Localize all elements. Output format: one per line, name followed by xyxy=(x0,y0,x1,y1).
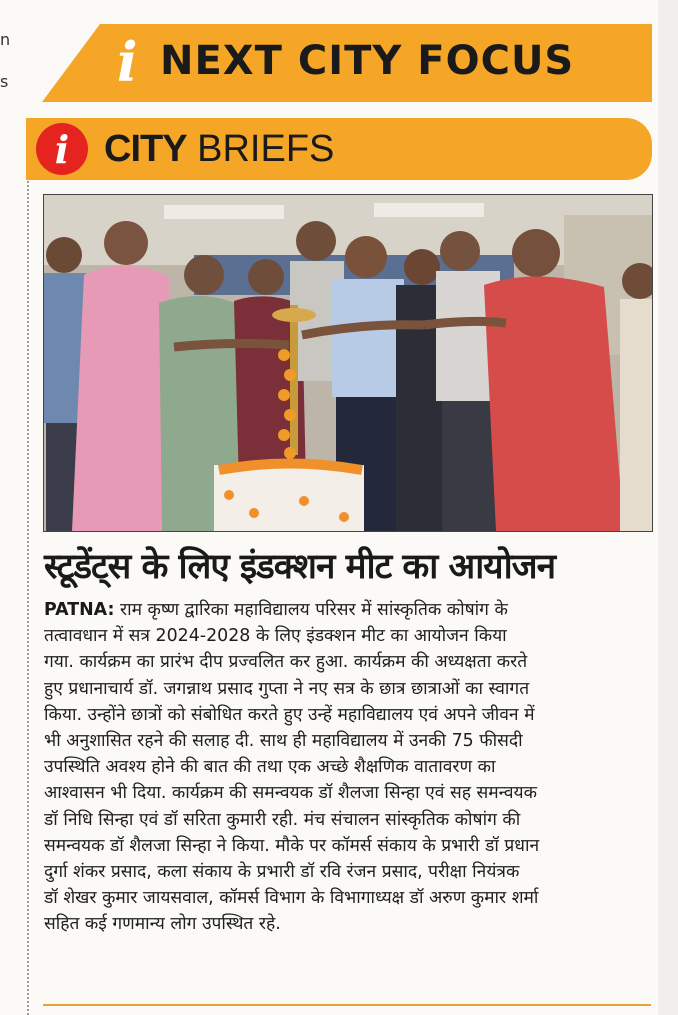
article-line: दुर्गा शंकर प्रसाद, कला संकाय के प्रभारी डॉ रवि रंजन प्रसाद, परीक्षा नियंत्रक xyxy=(44,862,520,883)
article-line: हुए प्रधानाचार्य डॉ. जगन्नाथ प्रसाद गुप्ता ने नए सत्र के छात्र छात्राओं का स्वागत xyxy=(44,678,530,699)
section-title xyxy=(104,128,334,171)
section-banner xyxy=(42,24,652,102)
article-line: आश्वासन भी दिया. कार्यक्रम की समन्वयक डॉ शैलजा सिन्हा एवं सह समन्वयक xyxy=(44,783,537,804)
article-body xyxy=(44,597,656,938)
article-line: भी अनुशासित रहने की सलाह दी. साथ ही महाविद्यालय में उनकी 75 फीसदी xyxy=(44,731,523,752)
article-line: गया. कार्यक्रम का प्रारंभ दीप प्रज्वलित कर हुआ. कार्यक्रम की अध्यक्षता करते xyxy=(44,652,528,673)
banner-title: NEXT CITY FOCUS xyxy=(160,38,575,84)
article-dateline: PATNA: xyxy=(44,600,115,620)
section-title-bold: CITY xyxy=(104,128,187,170)
article-line: किया. उन्होंने छात्रों को संबोधित करते हुए उन्हें महाविद्यालय एवं अपने जीवन में xyxy=(44,704,535,725)
lamp-lighting-photo-icon xyxy=(44,195,652,531)
section-title-light: BRIEFS xyxy=(197,128,335,170)
column-divider xyxy=(27,120,29,1015)
article-headline: स्टूडेंट्स के लिए इंडक्शन मीट का आयोजन xyxy=(44,547,556,587)
edge-char: n xyxy=(0,30,11,49)
article-line: उपस्थिति अवश्य होने की बात की तथा एक अच्छे शैक्षणिक वातावरण का xyxy=(44,757,496,778)
news-photo xyxy=(43,194,653,532)
brand-logo-letter: i xyxy=(117,30,138,94)
bottom-divider xyxy=(43,1004,651,1006)
article-line: सहित कई गणमान्य लोग उपस्थित रहे. xyxy=(44,914,281,935)
edge-char: s xyxy=(0,72,9,91)
article-line-first xyxy=(44,597,656,623)
page-margin xyxy=(658,0,678,1015)
article-line: डॉ शेखर कुमार जायसवाल, कॉमर्स विभाग के विभागाध्यक्ष डॉ अरुण कुमार शर्मा xyxy=(44,888,539,909)
info-logo-icon xyxy=(36,123,88,175)
article-line: तत्वावधान में सत्र 2024-2028 के लिए इंडक्शन मीट का आयोजन किया xyxy=(44,626,507,647)
article-line: समन्वयक डॉ शैलजा सिन्हा ने किया. मौके पर कॉमर्स संकाय के प्रभारी डॉ प्रधान xyxy=(44,835,540,856)
article-line: राम कृष्ण द्वारिका महाविद्यालय परिसर में सांस्कृतिक कोषांग के xyxy=(114,600,508,620)
info-logo-letter: i xyxy=(54,127,70,172)
article-line: डॉ निधि सिन्हा एवं डॉ सरिता कुमारी रही. मंच संचालन सांस्कृतिक कोषांग की xyxy=(44,809,521,830)
